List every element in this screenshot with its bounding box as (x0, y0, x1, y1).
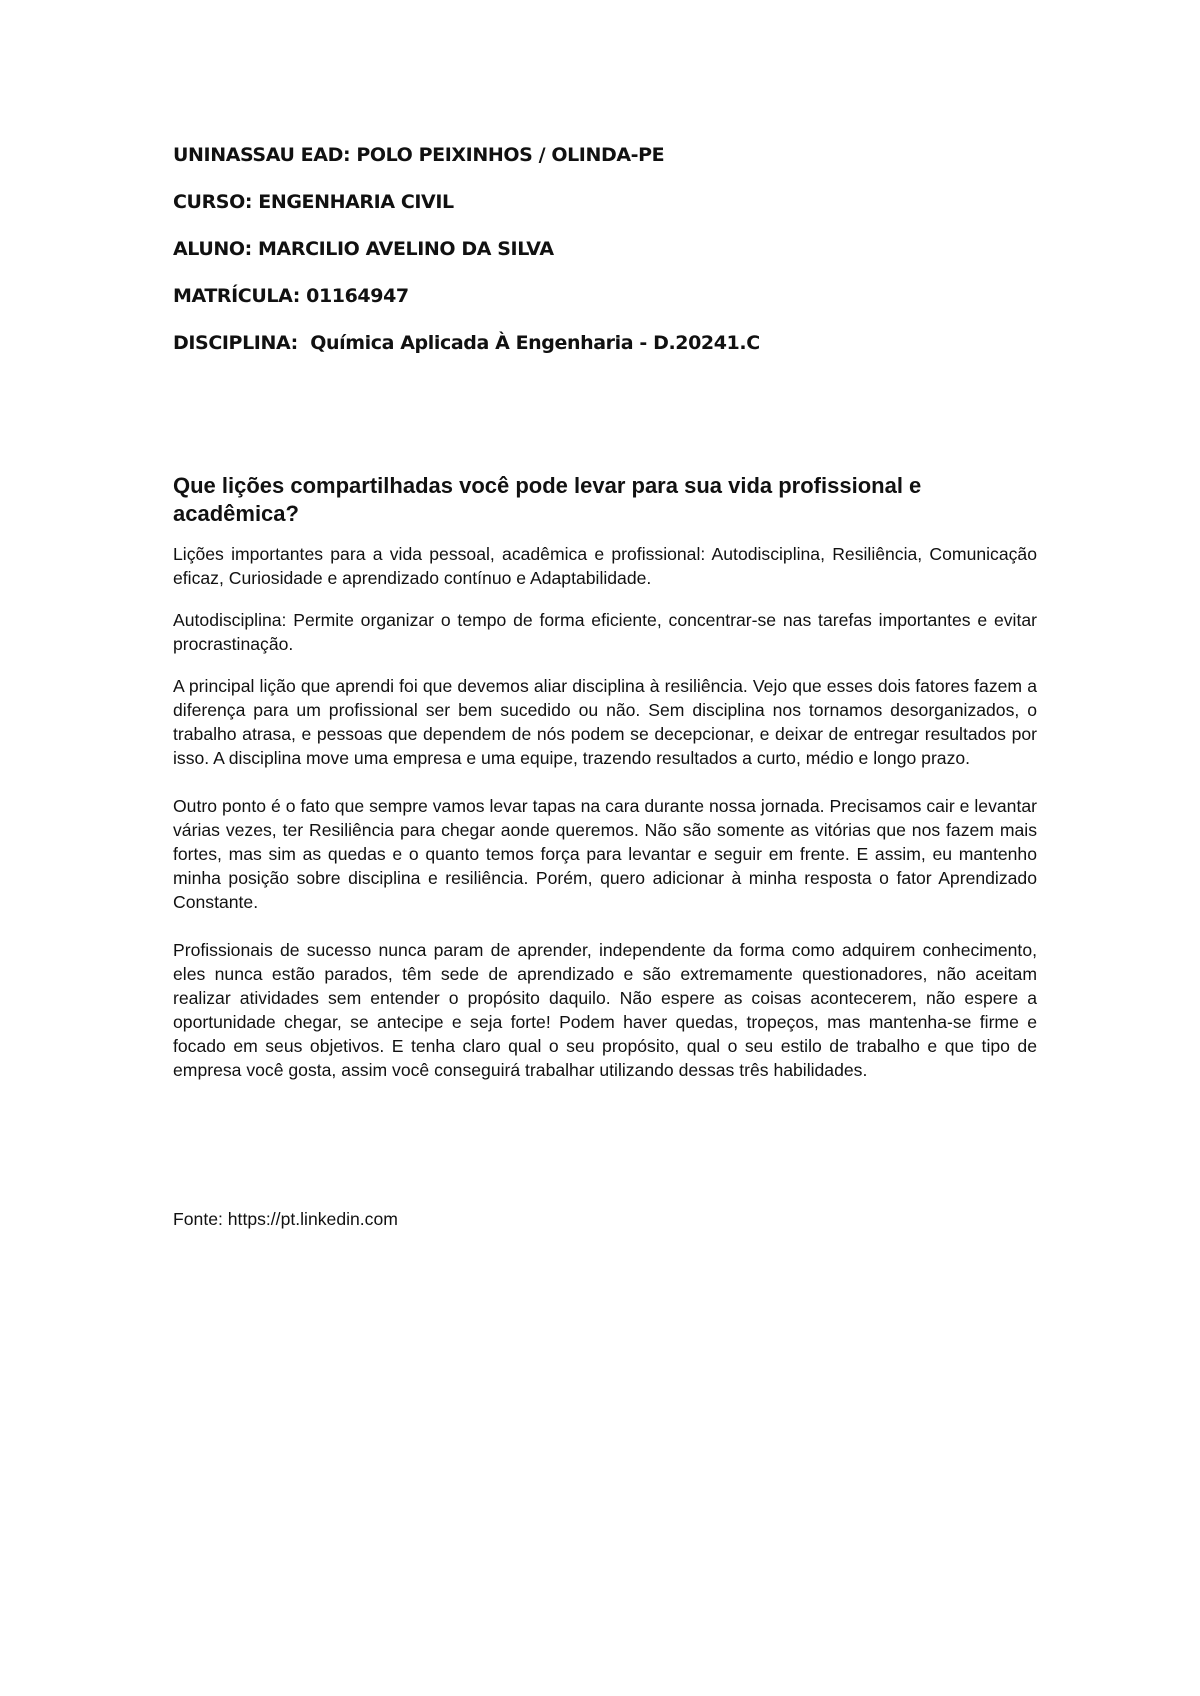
paragraph-constant-learning: Profissionais de sucesso nunca param de aprender, independente da forma como adquirem conhecimento, eles nunca estão parados, têm sede de aprendizado e são extremamente questionadores, não aceitam realizar atividades sem entender o propósito daquilo. Não espere as coisas acontecerem, não espere a oportunidade chegar, se antecipe e seja forte! Podem haver quedas, tropeços, mas mantenha-se firme e focado em seus objetivos. E tenha claro qual o seu propósito, qual o seu estilo de trabalho e que tipo de empresa você gosta, assim você conseguirá trabalhar utilizando dessas três habilidades. (173, 940, 1037, 1080)
paragraph-resilience: Outro ponto é o fato que sempre vamos levar tapas na cara durante nossa jornada. Precisamos cair e levantar várias vezes, ter Resiliência para chegar aonde queremos. Não são somente as vitórias que nos fazem mais fortes, mas sim as quedas e o quanto temos força para levantar e seguir em frente. E assim, eu mantenho minha posição sobre disciplina e resiliência. Porém, quero adicionar à minha resposta o fator Aprendizado Constante. (173, 796, 1037, 912)
discipline-line (173, 328, 1033, 375)
registration-line: MATRÍCULA: 01164947 (173, 285, 409, 307)
paragraph-self-discipline: Autodisciplina: Permite organizar o tempo de forma eficiente, concentrar-se nas tarefas importantes e evitar procrastinação. (173, 610, 1037, 654)
paragraph-main-lesson: A principal lição que aprendi foi que devemos aliar disciplina à resiliência. Vejo que esses dois fatores fazem a diferença para um profissional ser bem sucedido ou não. Sem disciplina nos tornamos desorganizados, o trabalho atrasa, e pessoas que dependem de nós podem se decepcionar, e deixar de entregar resultados por isso. A disciplina move uma empresa e uma equipe, trazendo resultados a curto, médio e longo prazo. (173, 676, 1037, 768)
source-citation: Fonte: https://pt.linkedin.com (173, 1209, 398, 1229)
paragraph-lessons: Lições importantes para a vida pessoal, acadêmica e profissional: Autodisciplina, Resiliência, Comunicação eficaz, Curiosidade e aprendizado contínuo e Adaptabilidade. (173, 544, 1037, 588)
discipline-label: DISCIPLINA: (173, 332, 298, 354)
discipline-value: Química Aplicada À Engenharia - D.20241.C (310, 332, 760, 354)
student-line: ALUNO: MARCILIO AVELINO DA SILVA (173, 238, 554, 260)
institution-line: UNINASSAU EAD: POLO PEIXINHOS / OLINDA-PE (173, 144, 665, 166)
document-body (173, 472, 1037, 1100)
document-header (173, 140, 1033, 375)
question-heading: Que lições compartilhadas você pode levar para sua vida profissional e acadêmica? (173, 473, 922, 526)
course-line: CURSO: ENGENHARIA CIVIL (173, 191, 454, 213)
